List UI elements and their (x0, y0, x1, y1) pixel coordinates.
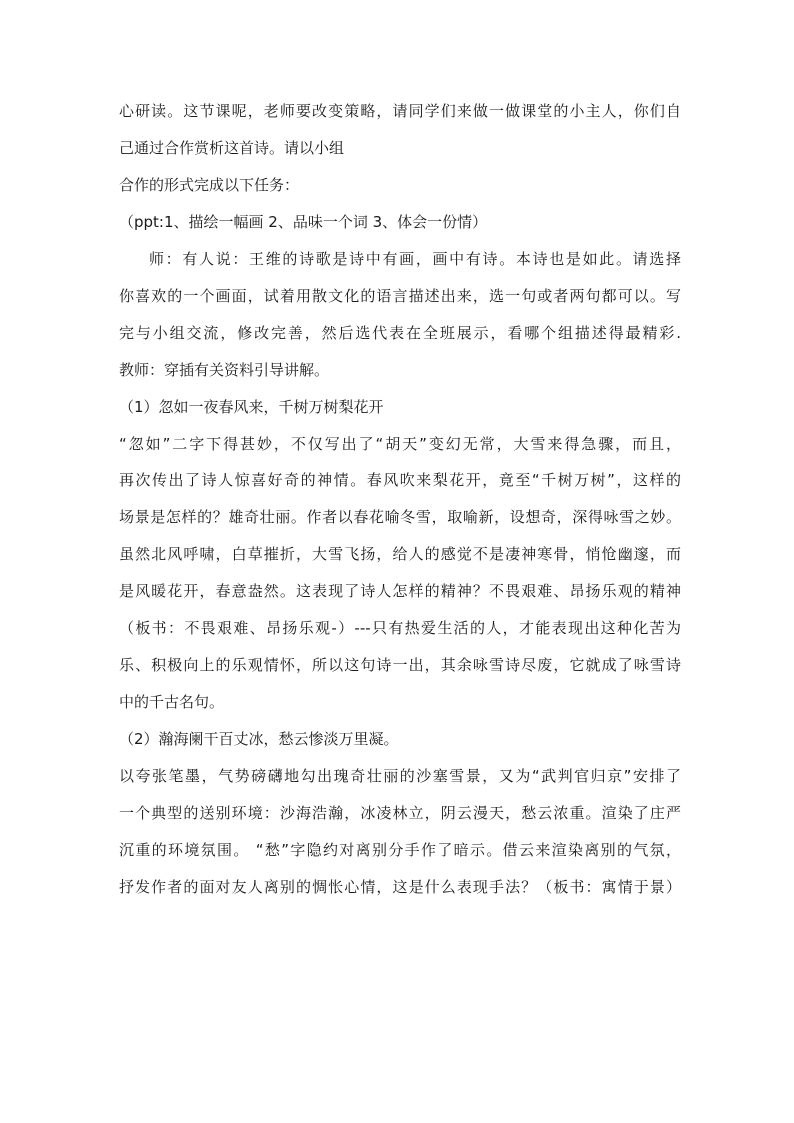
task-list-line: （ppt:1、描绘一幅画 2、品味一个词 3、体会一份情） (119, 213, 488, 231)
paragraph-line: 你喜欢的一个画面，试着用散文化的语言描述出来，选一句或者两句都可以。写 (119, 287, 681, 305)
paragraph-line: 完与小组交流，修改完善，然后选代表在全班展示，看哪个组描述得最精彩. (119, 324, 681, 342)
paragraph-line: 沉重的环境氛围。 “愁”字隐约对离别分手作了暗示。借云来渲染离别的气氛， (119, 841, 681, 859)
paragraph-line: 己通过合作赏析这首诗。请以小组 (119, 139, 345, 157)
section-heading-2: （2）瀚海阑干百丈冰，愁云惨淡万里凝。 (119, 730, 399, 748)
paragraph-line: 抒发作者的面对友人离别的惆怅心情，这是什么表现手法？（板书：寓情于景） (119, 878, 681, 896)
paragraph-line: 教师：穿插有关资料引导讲解。 (119, 361, 330, 379)
paragraph-line: 虽然北风呼啸，白草摧折，大雪飞扬，给人的感觉不是凄神寒骨，悄怆幽邃，而 (119, 545, 681, 563)
section-heading-1: （1）忽如一夜春风来，千树万树梨花开 (119, 398, 384, 416)
paragraph-line: 以夸张笔墨，气势磅礴地勾出瑰奇壮丽的沙塞雪景，又为“武判官归京”安排了 (119, 767, 681, 785)
paragraph-line: 中的千古名句。 (119, 693, 225, 711)
paragraph-line: 心研读。这节课呢，老师要改变策略，请同学们来做一做课堂的小主人，你们自 (119, 102, 681, 120)
document-body (119, 103, 681, 895)
paragraph-line: 合作的形式完成以下任务： (119, 176, 300, 194)
paragraph-line: （板书：不畏艰难、昂扬乐观-）---只有热爱生活的人，才能表现出这种化苦为 (119, 619, 681, 637)
paragraph-line: 再次传出了诗人惊喜好奇的神情。春风吹来梨花开，竟至“千树万树”，这样的 (119, 471, 681, 489)
paragraph-line: “忽如”二字下得甚妙，不仅写出了“胡天”变幻无常，大雪来得急骤，而且， (119, 435, 681, 453)
paragraph-line: 乐、积极向上的乐观情怀，所以这句诗一出，其余咏雪诗尽废，它就成了咏雪诗 (119, 656, 681, 674)
paragraph-line: 一个典型的送别环境：沙海浩瀚，冰凌林立，阴云漫天，愁云浓重。渲染了庄严 (119, 804, 681, 822)
teacher-speech-line: 师：有人说：王维的诗歌是诗中有画，画中有诗。本诗也是如此。请选择 (149, 250, 681, 268)
paragraph-line: 是风暖花开，春意盎然。这表现了诗人怎样的精神？不畏艰难、昂扬乐观的精神 (119, 582, 681, 600)
paragraph-line: 场景是怎样的？雄奇壮丽。作者以春花喻冬雪，取喻新，设想奇，深得咏雪之妙。 (119, 508, 681, 526)
